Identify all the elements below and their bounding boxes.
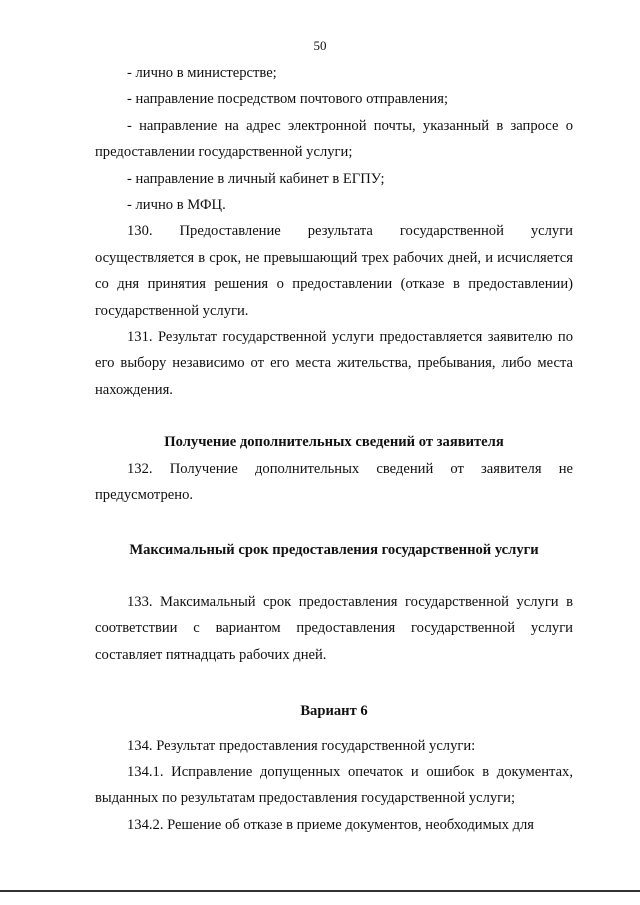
list-item-cabinet: - направление в личный кабинет в ЕГПУ; [127,170,385,187]
list-item-mfc: - лично в МФЦ. [127,197,226,214]
paragraph-134: 134. Результат предоставления государственной услуги: [127,737,476,754]
paragraph-133: 133. Максимальный срок предоставления государственной услуги в соответствии с вариантом предоставления государственной услуги составляет пятнадцать рабочих дней. [95,593,573,663]
paragraph-130: 130. Предоставление результата государственной услуги осуществляется в срок, не превышающий трех рабочих дней, и исчисляется со дня принятия решения о предоставлении (отказе в предоставлении) государственной услуги. [95,223,573,319]
section-heading-additional-info: Получение дополнительных сведений от заявителя [164,434,504,451]
document-body [95,60,573,838]
paragraph-134-1: 134.1. Исправление допущенных опечаток и ошибок в документах, выданных по результатам предоставления государственной услуги; [95,763,573,807]
section-heading-max-term: Максимальный срок предоставления государственной услуги [129,541,539,558]
list-item-ministry: - лично в министерстве; [127,65,277,81]
section-heading-variant-6: Вариант 6 [300,703,368,720]
bottom-rule [0,890,640,892]
list-item-email: - направление на адрес электронной почты, указанный в запросе о предоставлении государственной услуги; [95,117,573,161]
list-item-postal: - направление посредством почтового отправления; [127,91,449,108]
paragraph-132: 132. Получение дополнительных сведений от заявителя не предусмотрено. [95,460,573,504]
page-number: 50 [313,38,327,53]
paragraph-131: 131. Результат государственной услуги предоставляется заявителю по его выбору независимо от его места жительства, пребывания, либо места нахождения. [95,329,573,398]
paragraph-134-2: 134.2. Решение об отказе в приеме документов, необходимых для [127,816,534,833]
